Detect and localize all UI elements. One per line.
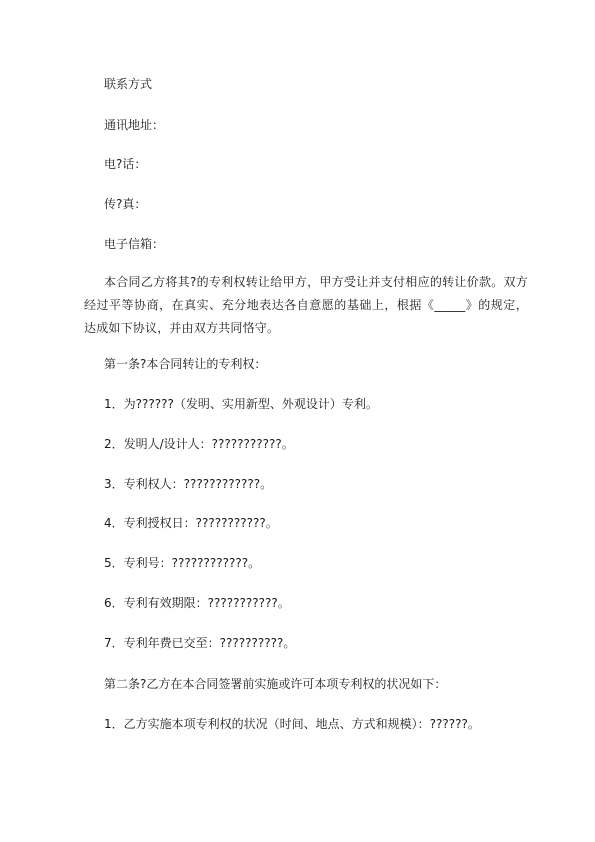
article-1-item-2: 2．发明人/设计人：???????????。 xyxy=(104,437,294,451)
fax-label: 传?真： xyxy=(104,197,147,211)
article-2-title: 第二条?乙方在本合同签署前实施或许可本项专利权的状况如下： xyxy=(104,677,447,691)
article-1-item-4: 4．专利授权日：???????????。 xyxy=(104,516,278,530)
address-label: 通讯地址： xyxy=(104,118,165,132)
article-1-item-5: 5．专利号：????????????。 xyxy=(104,556,261,570)
article-1-title: 第一条?本合同转让的专利权： xyxy=(104,357,267,371)
article-1-item-3: 3．专利权人：????????????。 xyxy=(104,477,273,491)
phone-label: 电?话： xyxy=(104,157,147,171)
email-label: 电子信箱： xyxy=(104,237,165,251)
article-2-item-1: 1．乙方实施本项专利权的状况（时间、地点、方式和规模）：??????。 xyxy=(104,717,480,731)
contact-heading: 联系方式 xyxy=(104,77,153,91)
article-1-item-7: 7．专利年费已交至：??????????。 xyxy=(104,636,296,650)
article-1-item-1: 1．为??????（发明、实用新型、外观设计）专利。 xyxy=(104,397,378,411)
article-1-item-6: 6．专利有效期限：???????????。 xyxy=(104,596,290,610)
intro-paragraph: 本合同乙方将其?的专利权转让给甲方，甲方受让并支付相应的转让价款。双方经过平等协商，在真实、充分地表达各自意愿的基础上，根据《_____》的规定，达成如下协议，并由双方共同恪守。 xyxy=(84,275,528,335)
